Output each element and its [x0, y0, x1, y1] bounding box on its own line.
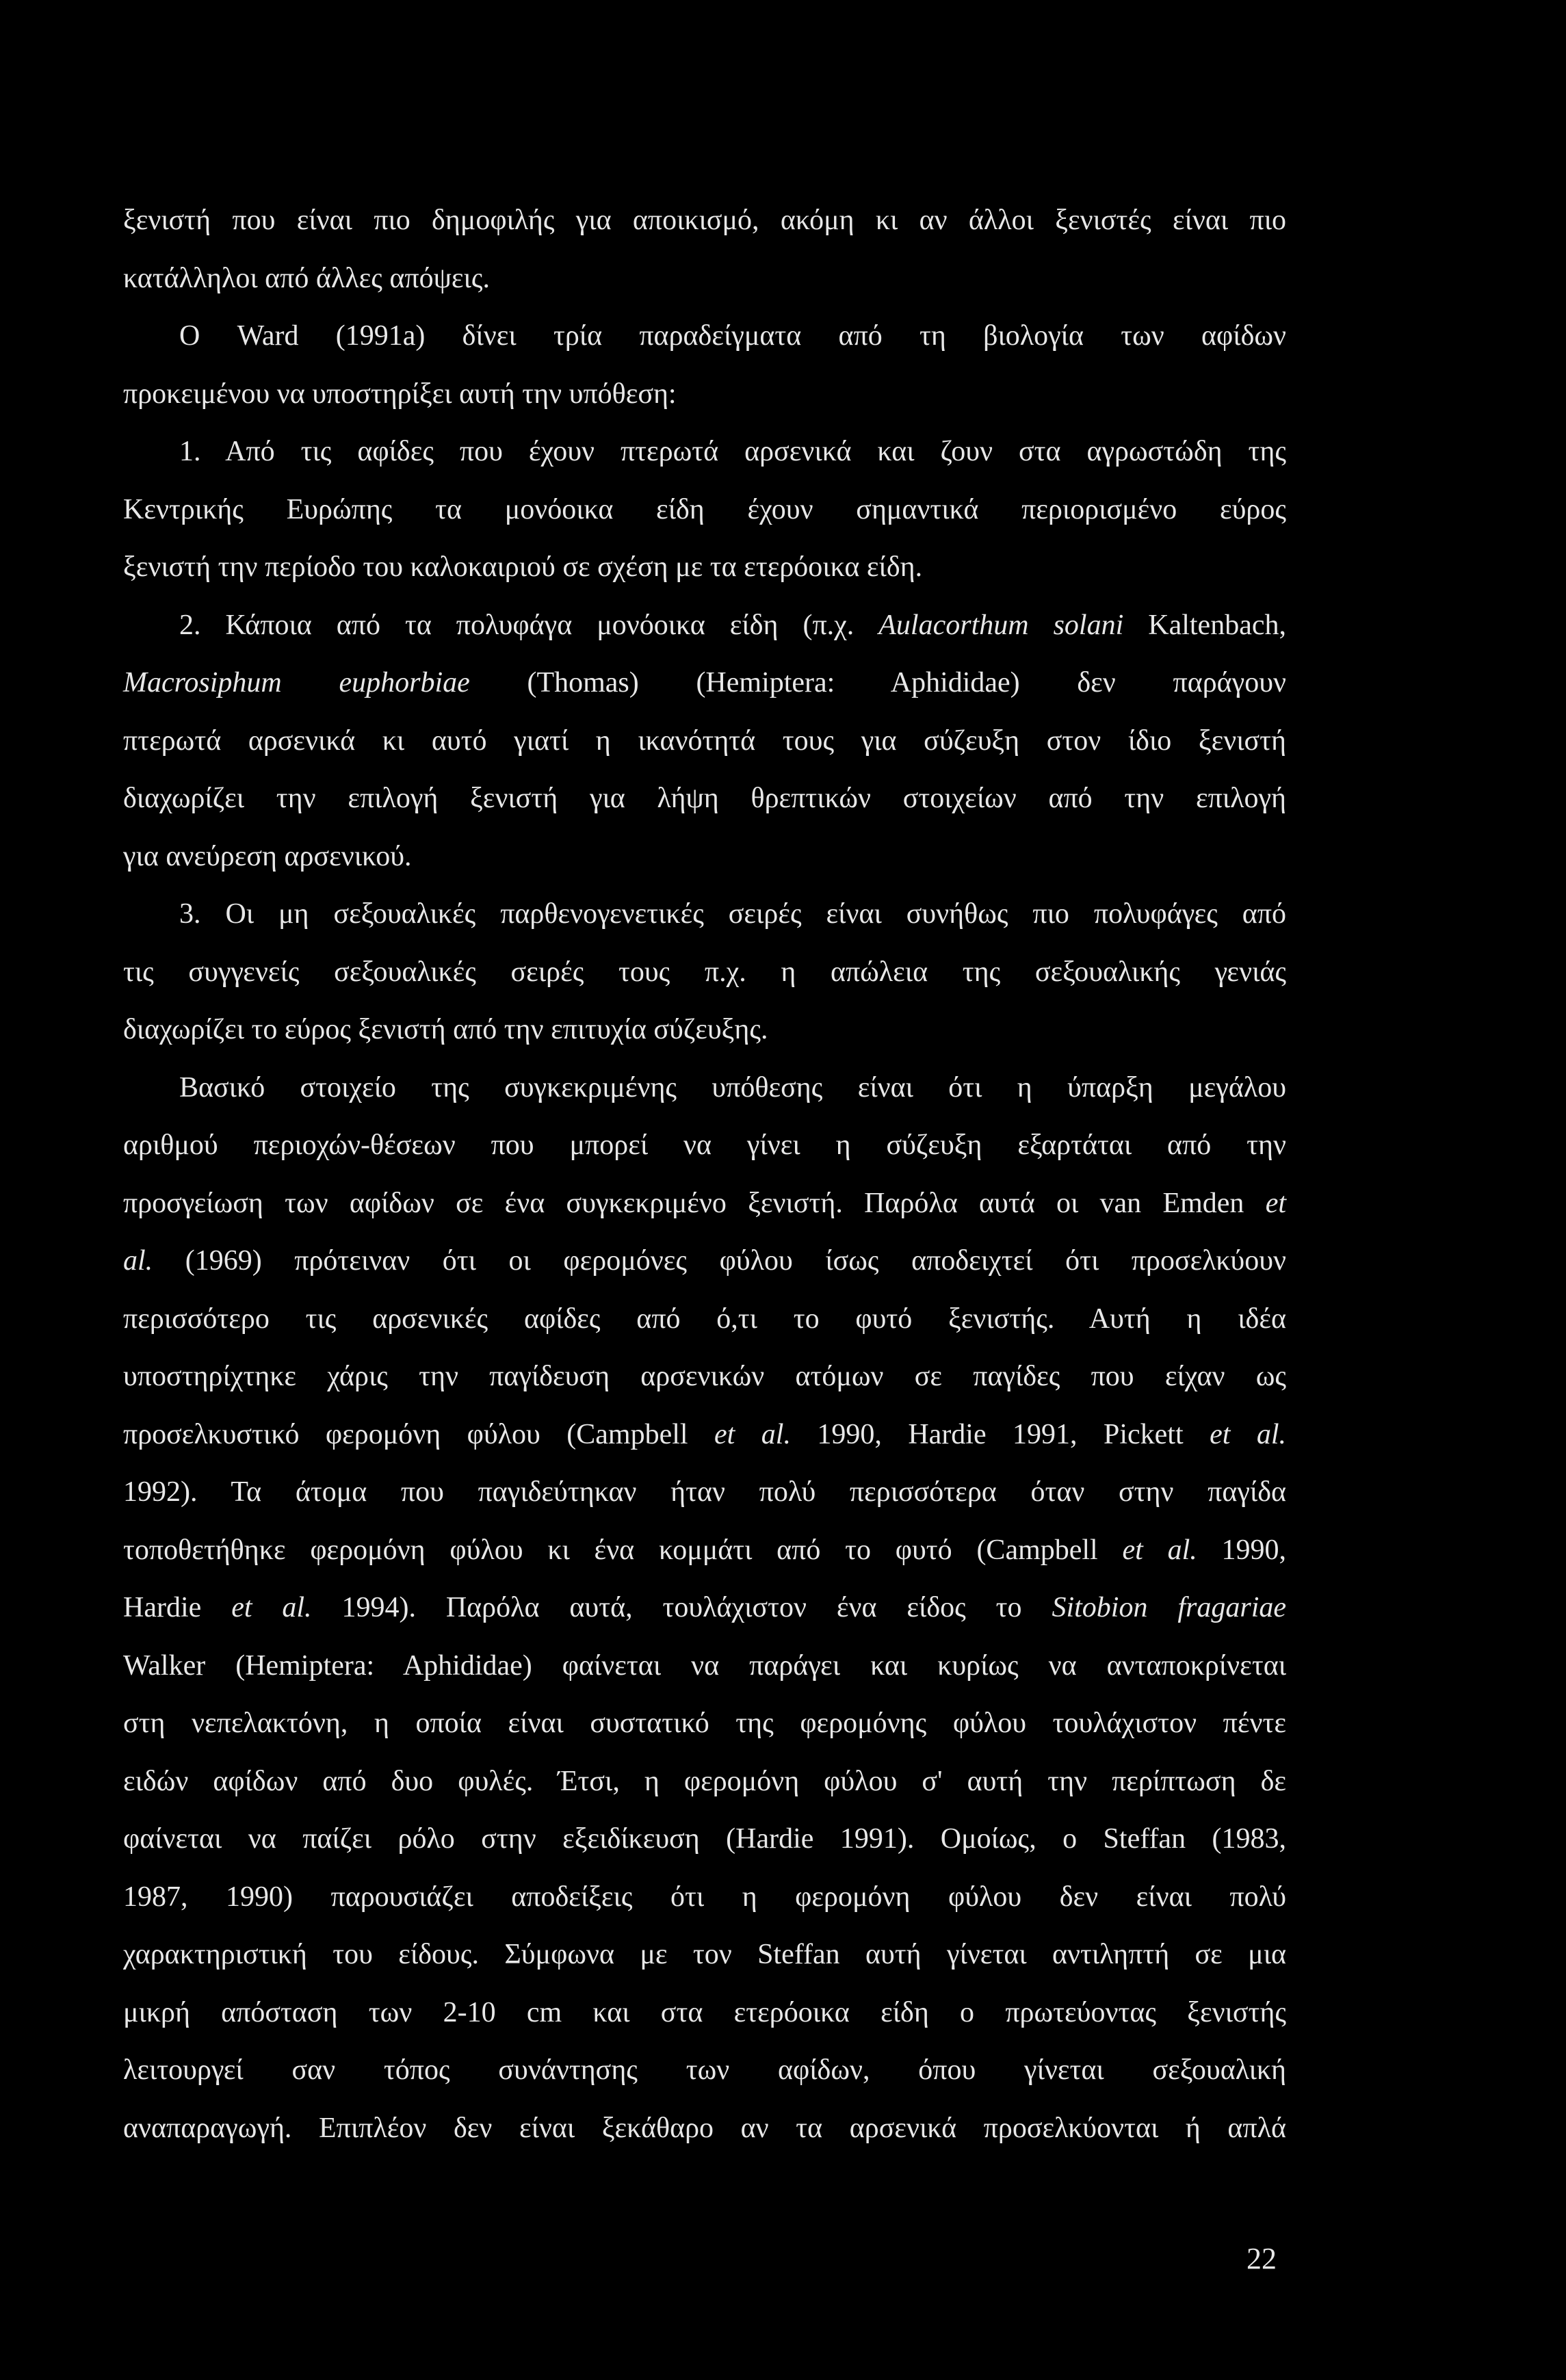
text-run: 1990, Hardie 1991, Pickett	[817, 1418, 1184, 1450]
text-run: Hardie	[123, 1592, 202, 1623]
text-run: 1990,	[1221, 1534, 1287, 1566]
text-line: για ανεύρεση αρσενικού.	[123, 840, 412, 872]
text-line: 1987, 1990) παρουσιάζει αποδείξεις ότι η φερομόνη φύλου δεν είναι πολύ	[123, 1881, 1286, 1913]
text-line: ειδών αφίδων από δυο φυλές. Έτσι, η φερομόνη φύλου σ' αυτή την περίπτωση δε	[123, 1765, 1286, 1797]
text-line: Walker (Hemiptera: Aphididae) φαίνεται να παράγει και κυρίως να ανταποκρίνεται	[123, 1649, 1286, 1682]
text-run: 1994). Παρόλα αυτά, τουλάχιστον ένα είδος το	[341, 1592, 1022, 1623]
citation-et-al: et al.	[1122, 1534, 1197, 1566]
citation-et-al: et al.	[714, 1418, 791, 1450]
text-run: προσγείωση των αφίδων σε ένα συγκεκριμένο ξενιστή. Παρόλα αυτά οι van Emden	[123, 1187, 1244, 1219]
text-line: αναπαραγωγή. Επιπλέον δεν είναι ξεκάθαρο αν τα αρσενικά προσελκύονται ή απλά	[123, 2112, 1286, 2144]
text-run: τοποθετήθηκε φερομόνη φύλου κι ένα κομμάτι από το φυτό (Campbell	[123, 1534, 1098, 1566]
text-line: ξενιστή την περίοδο του καλοκαιριού σε σχέση με τα ετερόοικα είδη.	[123, 551, 923, 583]
text-line: κατάλληλοι από άλλες απόψεις.	[123, 262, 490, 294]
text-line: προκειμένου να υποστηρίξει αυτή την υπόθεση:	[123, 378, 677, 410]
text-line: Ο Ward (1991a) δίνει τρία παραδείγματα από τη βιολογία των αφίδων	[179, 320, 1286, 352]
text-line: φαίνεται να παίζει ρόλο στην εξειδίκευση (Hardie 1991). Ομοίως, ο Steffan (1983,	[123, 1823, 1286, 1855]
text-line	[123, 1175, 1286, 1233]
page-number: 22	[1247, 2242, 1277, 2275]
citation-et-al: et al.	[231, 1592, 312, 1623]
text-run: προσελκυστικό φερομόνη φύλου (Campbell	[123, 1418, 688, 1450]
text-line: Κεντρικής Ευρώπης τα μονόοικα είδη έχουν σημαντικά περιορισμένο εύρος	[123, 493, 1286, 525]
text-line: τις συγγενείς σεξουαλικές σειρές τους π.χ. η απώλεια της σεξουαλικής γενιάς	[123, 956, 1286, 988]
text-line: ξενιστή που είναι πιο δημοφιλής για αποικισμό, ακόμη κι αν άλλοι ξενιστές είναι πιο	[123, 205, 1286, 236]
text-run: (Thomas) (Hemiptera: Aphididae) δεν παράγουν	[527, 667, 1287, 698]
text-line: υποστηρίχτηκε χάρις την παγίδευση αρσενικών ατόμων σε παγίδες που είχαν ως	[123, 1361, 1286, 1392]
citation-al: al.	[123, 1245, 153, 1277]
citation-et: et	[1265, 1187, 1287, 1219]
text-run: (1969) πρότειναν ότι οι φερομόνες φύλου ίσως αποδειχτεί ότι προσελκύουν	[185, 1245, 1286, 1277]
text-line: λειτουργεί σαν τόπος συνάντησης των αφίδων, όπου γίνεται σεξουαλική	[123, 2054, 1286, 2086]
species-name: Macrosiphum euphorbiae	[123, 667, 470, 698]
text-line	[123, 1521, 1286, 1580]
species-name: Aulacorthum solani	[878, 609, 1124, 641]
text-line: 3. Οι μη σεξουαλικές παρθενογενετικές σειρές είναι συνήθως πιο πολυφάγες από	[179, 898, 1286, 930]
citation-et-al: et al.	[1210, 1418, 1287, 1450]
text-line: περισσότερο τις αρσενικές αφίδες από ό,τι το φυτό ξενιστής. Αυτή η ιδέα	[123, 1303, 1286, 1335]
text-line: Βασικό στοιχείο της συγκεκριμένης υπόθεσης είναι ότι η ύπαρξη μεγάλου	[179, 1071, 1286, 1103]
text-line: χαρακτηριστική του είδους. Σύμφωνα με τον Steffan αυτή γίνεται αντιληπτή σε μια	[123, 1939, 1286, 1970]
text-line: αριθμού περιοχών-θέσεων που μπορεί να γίνει η σύζευξη εξαρτάται από την	[123, 1129, 1286, 1161]
text-line	[123, 1406, 1286, 1464]
text-line: διαχωρίζει το εύρος ξενιστή από την επιτυχία σύζευξης.	[123, 1014, 768, 1045]
text-run: 2. Κάποια από τα πολυφάγα μονόοικα είδη (π.χ.	[179, 609, 854, 641]
text-line	[123, 654, 1286, 712]
text-line: 1992). Τα άτομα που παγιδεύτηκαν ήταν πολύ περισσότερα όταν στην παγίδα	[123, 1476, 1286, 1508]
text-line: στη νεπελακτόνη, η οποία είναι συστατικό της φερομόνης φύλου τουλάχιστον πέντε	[123, 1708, 1286, 1739]
text-line: πτερωτά αρσενικά κι αυτό γιατί η ικανότητά τους για σύζευξη στον ίδιο ξενιστή	[123, 724, 1286, 757]
text-line: 1. Από τις αφίδες που έχουν πτερωτά αρσενικά και ζουν στα αγρωστώδη της	[179, 436, 1286, 467]
text-line	[123, 597, 1286, 655]
text-line: μικρή απόσταση των 2-10 cm και στα ετερόοικα είδη ο πρωτεύοντας ξενιστής	[123, 1996, 1286, 2028]
text-line	[123, 1579, 1286, 1637]
document-body	[123, 192, 1286, 2157]
text-line: διαχωρίζει την επιλογή ξενιστή για λήψη θρεπτικών στοιχείων από την επιλογή	[123, 783, 1286, 814]
text-line	[123, 1232, 1286, 1290]
text-run: Kaltenbach,	[1148, 609, 1286, 641]
species-name: Sitobion fragariae	[1052, 1592, 1287, 1623]
